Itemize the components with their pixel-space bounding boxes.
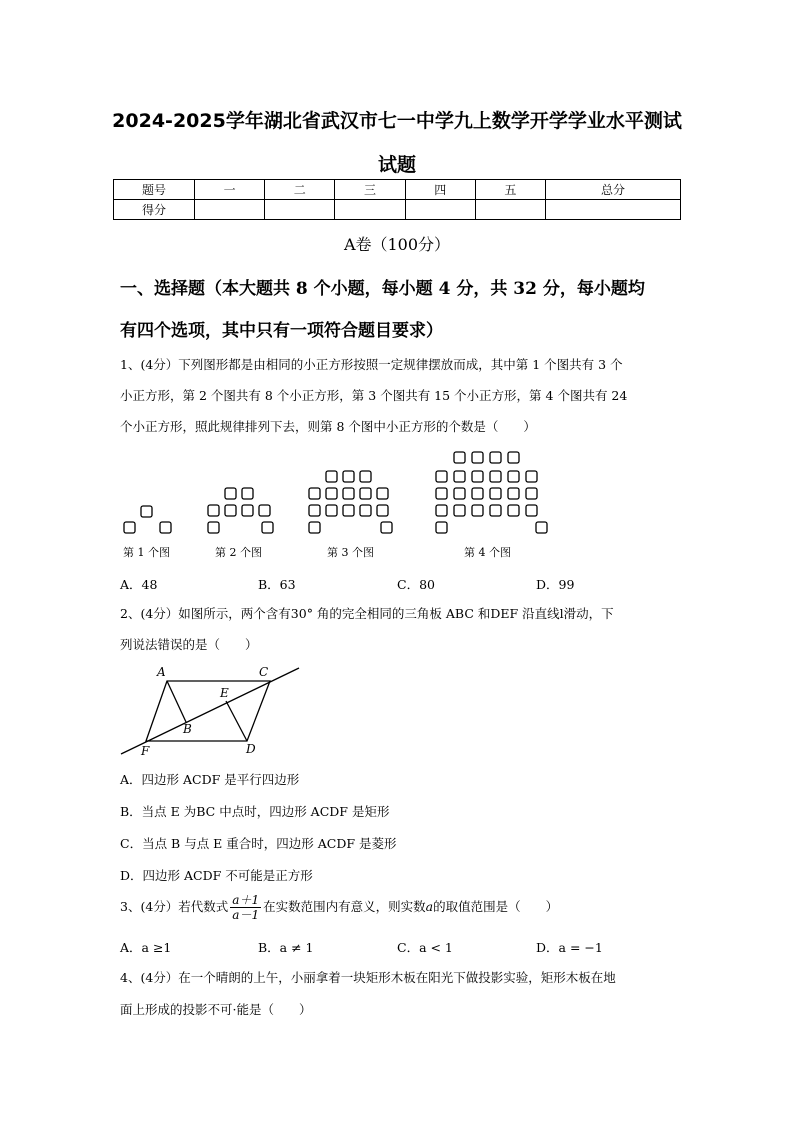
square <box>536 522 547 533</box>
square <box>326 505 337 516</box>
square <box>526 505 537 516</box>
square <box>343 471 354 482</box>
score-field <box>195 200 265 220</box>
square <box>309 522 320 533</box>
segment-ab <box>167 681 186 722</box>
square <box>436 522 447 533</box>
q1-option-c: C．80 <box>397 577 435 592</box>
q3-option-c: C．a < 1 <box>397 940 453 955</box>
q2-option-d: D．四边形 ACDF 不可能是正方形 <box>120 868 313 883</box>
score-table-header-row <box>114 180 681 200</box>
part1-heading-line1: 一、选择题（本大题共 8 个小题，每小题 4 分，共 32 分，每小题均 <box>120 279 645 299</box>
q2-line-2: 列说法错误的是（ ） <box>120 637 258 652</box>
square <box>436 505 447 516</box>
point-b-label: B <box>183 722 192 736</box>
q1-option-d: D．99 <box>536 577 575 592</box>
q4-line-2: 面上形成的投影不可·能是（ ） <box>120 1002 312 1017</box>
square <box>225 505 236 516</box>
square <box>454 452 465 463</box>
square <box>472 452 483 463</box>
square <box>259 505 270 516</box>
q3-fraction-numerator: a＋1 <box>232 893 260 907</box>
section-a-title: A卷（100分） <box>343 235 451 254</box>
square <box>472 471 483 482</box>
square <box>360 471 371 482</box>
square <box>508 488 519 499</box>
q3-suffix2: 的取值范围是（ ） <box>433 899 559 914</box>
square <box>472 488 483 499</box>
point-e-label: E <box>220 686 229 700</box>
square <box>225 488 236 499</box>
exam-title-line1: 2024-2025学年湖北省武汉市七一中学九上数学开学学业水平测试 <box>112 110 682 132</box>
square <box>377 505 388 516</box>
q1-line-1: 1、(4分）下列图形都是由相同的小正方形按照一定规律摆放而成，其中第 1 个图共有 3 个 <box>120 357 623 372</box>
point-f-label: F <box>141 744 150 758</box>
q2-option-c: C．当点 B 与点 E 重合时，四边形 ACDF 是菱形 <box>120 836 397 851</box>
q1-figure-label-2: 第 2 个图 <box>215 546 262 559</box>
q1-figure-label-1: 第 1 个图 <box>123 546 170 559</box>
square <box>526 488 537 499</box>
square <box>454 488 465 499</box>
square <box>508 505 519 516</box>
score-table-cell: 题号 <box>114 180 195 200</box>
square <box>360 505 371 516</box>
square <box>508 452 519 463</box>
part1-heading-line2: 有四个选项，其中只有一项符合题目要求） <box>120 321 443 341</box>
q3-suffix: 在实数范围内有意义，则实数 <box>263 899 426 914</box>
score-table-score-row <box>114 200 681 220</box>
q3-fraction-denominator: a－1 <box>232 908 260 922</box>
q2-option-a: A．四边形 ACDF 是平行四边形 <box>120 772 300 787</box>
square <box>309 505 320 516</box>
q1-option-b: B．63 <box>258 577 296 592</box>
square <box>490 452 501 463</box>
q2-option-b: B．当点 E 为BC 中点时，四边形 ACDF 是矩形 <box>120 804 390 819</box>
square <box>508 471 519 482</box>
square <box>490 488 501 499</box>
square <box>141 506 152 517</box>
q2-figure <box>0 660 794 760</box>
square <box>526 471 537 482</box>
square <box>360 488 371 499</box>
square <box>160 522 171 533</box>
square <box>343 488 354 499</box>
square <box>490 471 501 482</box>
q1-line-2: 小正方形，第 2 个图共有 8 个小正方形，第 3 个图共有 15 个小正方形，第 4 个图共有 24 <box>120 388 628 403</box>
segment-ed <box>226 701 247 741</box>
square <box>326 488 337 499</box>
score-field <box>475 200 545 220</box>
square <box>242 488 253 499</box>
square <box>472 505 483 516</box>
q3-option-a: A．a ≥1 <box>120 940 172 955</box>
square <box>381 522 392 533</box>
q3-option-d: D．a = −1 <box>536 940 603 955</box>
score-table-cell: 二 <box>265 180 335 200</box>
parallelogram-acdf <box>146 681 270 741</box>
square <box>377 488 388 499</box>
square <box>436 488 447 499</box>
q3-prefix: 3、(4分）若代数式 <box>120 899 229 914</box>
q3-option-b: B．a ≠ 1 <box>258 940 314 955</box>
q3-line <box>120 893 690 922</box>
square <box>454 471 465 482</box>
score-field <box>405 200 475 220</box>
q4-line-1: 4、(4分）在一个晴朗的上午，小丽拿着一块矩形木板在阳光下做投影实验，矩形木板在地 <box>120 970 616 985</box>
q3-variable: a <box>425 899 434 914</box>
square <box>343 505 354 516</box>
q1-figure-label-3: 第 3 个图 <box>327 546 374 559</box>
point-a-label: A <box>157 665 166 679</box>
score-field <box>546 200 681 220</box>
score-table-cell: 总分 <box>546 180 681 200</box>
square <box>208 505 219 516</box>
q2-line-1: 2、(4分）如图所示，两个含有30° 角的完全相同的三角板 ABC 和DEF 沿直线l滑动，下 <box>120 606 614 621</box>
point-c-label: C <box>259 665 269 679</box>
score-field <box>335 200 405 220</box>
score-table-cell: 五 <box>475 180 545 200</box>
score-table-cell: 一 <box>195 180 265 200</box>
score-field <box>265 200 335 220</box>
score-table-cell: 四 <box>405 180 475 200</box>
q1-figure-label-4: 第 4 个图 <box>464 546 511 559</box>
square <box>262 522 273 533</box>
score-table-cell: 三 <box>335 180 405 200</box>
score-table-cell: 得分 <box>114 200 195 220</box>
square <box>208 522 219 533</box>
square <box>124 522 135 533</box>
square <box>436 471 447 482</box>
q1-figure <box>0 440 794 565</box>
exam-title-line2: 试题 <box>377 154 416 176</box>
square <box>454 505 465 516</box>
score-table <box>113 179 681 220</box>
square <box>326 471 337 482</box>
square <box>242 505 253 516</box>
q1-option-a: A．48 <box>120 577 158 592</box>
point-d-label: D <box>246 742 256 756</box>
q3-fraction <box>230 893 261 922</box>
q1-line-3: 个小正方形，照此规律排列下去，则第 8 个图中小正方形的个数是（ ） <box>120 419 536 434</box>
square <box>490 505 501 516</box>
square <box>309 488 320 499</box>
